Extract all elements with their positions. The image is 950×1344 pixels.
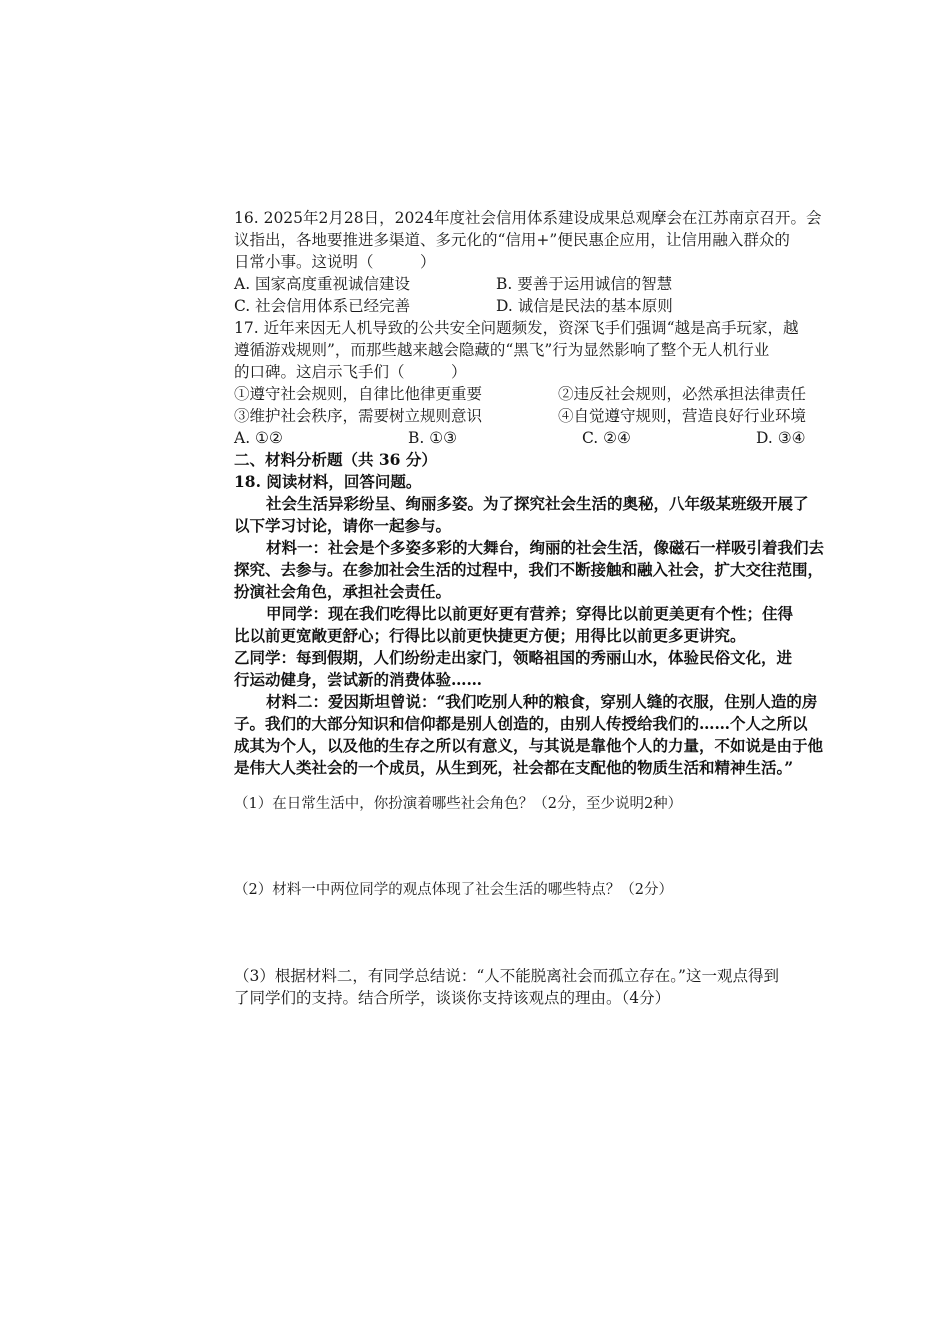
student-a-line-2: 比以前更宽敞更舒心；行得比以前更快捷更方便；用得比以前更多更讲究。 <box>234 626 746 645</box>
q18-intro-line-1: 社会生活异彩纷呈、绚丽多姿。为了探究社会生活的奥秘，八年级某班级开展了 <box>266 494 809 513</box>
student-b-line-1: 乙同学：每到假期，人们纷纷走出家门，领略祖国的秀丽山水，体验民俗文化，进 <box>234 648 793 667</box>
material-2-line-3: 成其为个人，以及他的生存之所以有意义，与其说是靠他个人的力量，不如说是由于他 <box>234 736 824 755</box>
q17-statements-row-2 <box>234 405 862 427</box>
q17-statement-3: ③维护社会秩序，需要树立规则意识 <box>234 407 483 425</box>
q18-title: 18. 阅读材料，回答问题。 <box>234 472 422 491</box>
material-1-line-2: 探究、去参与。在参加社会生活的过程中，我们不断接触和融入社会，扩大交往范围， <box>234 560 824 579</box>
q17-option-b: B. ①③ <box>408 429 458 447</box>
q16-option-c: C. 社会信用体系已经完善 <box>234 297 411 315</box>
q18-sub-question-3-line-2: 了同学们的支持。结合所学，谈谈你支持该观点的理由。（4分） <box>234 989 671 1007</box>
student-a-line-1: 甲同学：现在我们吃得比以前更好更有营养；穿得比以前更美更有个性；住得 <box>266 604 794 623</box>
material-2-line-4: 是伟大人类社会的一个成员，从生到死，社会都在支配他的物质生活和精神生活。” <box>234 758 794 777</box>
q17-statement-2: ②违反社会规则，必然承担法律责任 <box>558 385 807 403</box>
material-2-line-1: 材料二：爱因斯坦曾说：“我们吃别人种的粮食，穿别人缝的衣服，住别人造的房 <box>266 692 818 711</box>
student-b-line-2: 行运动健身，尝试新的消费体验…… <box>234 670 483 689</box>
q17-option-c: C. ②④ <box>582 429 631 447</box>
q18-sub-question-2: （2）材料一中两位同学的观点体现了社会生活的哪些特点？（2分） <box>234 882 673 898</box>
exam-page <box>234 207 862 1009</box>
q17-stem-line-1: 17. 近年来因无人机导致的公共安全问题频发，资深飞手们强调“越是高手玩家，越 <box>234 319 799 337</box>
q17-options-row <box>234 427 862 449</box>
q17-stem-line-3: 的口碑。这启示飞手们（ ） <box>234 363 467 381</box>
q17-statement-4: ④自觉遵守规则，营造良好行业环境 <box>558 407 807 425</box>
q16-option-d: D. 诚信是民法的基本原则 <box>496 297 673 315</box>
q16-stem-line-1: 16. 2025年2月28日，2024年度社会信用体系建设成果总观摩会在江苏南京召开。会 <box>234 209 822 227</box>
q16-options-row-2 <box>234 295 862 317</box>
q18-sub-question-1: （1）在日常生活中，你扮演着哪些社会角色？（2分，至少说明2种） <box>234 796 683 812</box>
section-2-heading: 二、材料分析题（共 36 分） <box>234 450 437 469</box>
question-17 <box>234 317 862 449</box>
q16-option-a: A. 国家高度重视诚信建设 <box>234 275 411 293</box>
q17-option-a: A. ①② <box>234 429 283 447</box>
material-2-line-2: 子。我们的大部分知识和信仰都是别人创造的，由别人传授给我们的……个人之所以 <box>234 714 808 733</box>
question-18 <box>234 471 862 1009</box>
q17-statement-1: ①遵守社会规则，自律比他律更重要 <box>234 385 483 403</box>
q17-statements-row-1 <box>234 383 862 405</box>
q17-option-d: D. ③④ <box>756 429 806 447</box>
q18-intro-line-2: 以下学习讨论，请你一起参与。 <box>234 516 452 535</box>
q16-option-b: B. 要善于运用诚信的智慧 <box>496 275 673 293</box>
q16-stem-line-2: 议指出，各地要推进多渠道、多元化的“信用+”便民惠企应用，让信用融入群众的 <box>234 231 790 249</box>
q17-stem-line-2: 遵循游戏规则”，而那些越来越会隐藏的“黑飞”行为显然影响了整个无人机行业 <box>234 341 770 359</box>
q16-options-row-1 <box>234 273 862 295</box>
question-16 <box>234 207 862 317</box>
q18-sub-question-3-line-1: （3）根据材料二，有同学总结说：“人不能脱离社会而孤立存在。”这一观点得到 <box>234 967 779 985</box>
q16-stem-line-3: 日常小事。这说明（ ） <box>234 253 436 271</box>
material-1-line-3: 扮演社会角色，承担社会责任。 <box>234 582 452 601</box>
material-1-line-1: 材料一：社会是个多姿多彩的大舞台，绚丽的社会生活，像磁石一样吸引着我们去 <box>266 538 825 557</box>
